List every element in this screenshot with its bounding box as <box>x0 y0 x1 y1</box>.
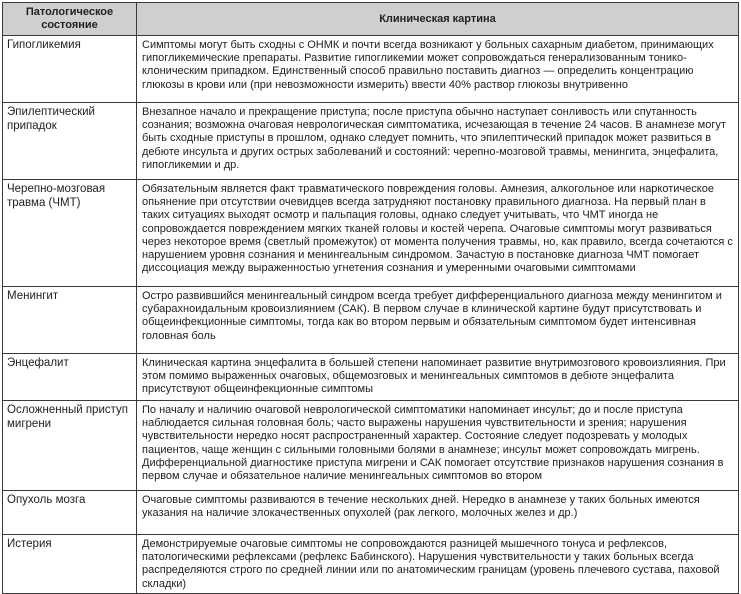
table-row <box>3 36 739 103</box>
description-cell: Обязательным является факт травматического повреждения головы. Амнезия, алкогольное или наркотическое опьянение при отсутствии очевидцев всегда затрудняют постановку правильного диагноза. На первый план в таких ситуациях выходят осмотр и пальпация головы, однако следует учитывать, что ЧМТ иногда не сопровождается повреждением мягких тканей головы и костей черепа. Очаговые симптомы могут развиваться через некоторое время (светлый промежуток) от момента получения травмы, но, как правило, всегда сочетаются с нарушением уровня сознания и менингеальным синдромом. Зачастую в постановке диагноза ЧМТ помогает диссоциация между выраженностью угнетения сознания и умеренными очаговыми симптомами <box>137 180 739 287</box>
table-row <box>3 354 739 401</box>
header-condition: Патологическое состояние <box>3 3 137 36</box>
table-row <box>3 535 739 594</box>
description-cell: Остро развившийся менингеальный синдром всегда требует дифференциального диагноза между менингитом и субарахноидальным кровоизлиянием (САК). В первом случае в клинической картине будут присутствовать и общеинфекционные симптомы, тогда как во втором первым и обязательным симптомом будет интенсивная головная боль <box>137 287 739 354</box>
description-cell: Очаговые симптомы развиваются в течение нескольких дней. Нередко в анамнезе у таких больных имеются указания на наличие злокачественных опухолей (рак легкого, молочных желез и др.) <box>137 491 739 535</box>
table-row <box>3 180 739 287</box>
table-row <box>3 287 739 354</box>
description-cell: Симптомы могут быть сходны с ОНМК и почти всегда возникают у больных сахарным диабетом, принимающих гипогликемические препараты. Развитие гипогликемии может сопровождаться генерализованным тонико-клоническим припадком. Единственный способ правильно поставить диагноз — определить концентрацию глюкозы в крови или (при невозможности измерить) ввести 40% раствор глюкозы внутривенно <box>137 36 739 103</box>
condition-cell: Истерия <box>3 535 137 594</box>
header-clinical-picture: Клиническая картина <box>137 3 739 36</box>
condition-cell: Энцефалит <box>3 354 137 401</box>
description-cell: Демонстрируемые очаговые симптомы не сопровождаются разницей мышечного тонуса и рефлексов, патологическими рефлексами (рефлекс Бабинского). Нарушения чувствительности у таких больных всегда распределяются строго по средней линии или по анатомическим границам (уровень плечевого сустава, паховой складки) <box>137 535 739 594</box>
description-cell: По началу и наличию очаговой неврологической симптоматики напоминает инсульт; до и после приступа наблюдается сильная головная боль; часто выражены нарушения чувствительности и зрения; нарушения чувствительности нередко носят распространенный характер. Состояние следует подозревать у молодых пациентов, чаще женщин с сильными головными болями в анамнезе; инсульт может сопровождать мигрень. Дифференциальной диагностике приступа мигрени и САК помогает отсутствие признаков нарушения сознания в первом случае и обязательное наличие менингеальных симптомов во втором <box>137 401 739 491</box>
condition-cell: Опухоль мозга <box>3 491 137 535</box>
condition-cell: Менингит <box>3 287 137 354</box>
table-row <box>3 491 739 535</box>
condition-cell: Эпилептический припадок <box>3 103 137 180</box>
table-row <box>3 401 739 491</box>
description-cell: Внезапное начало и прекращение приступа; после приступа обычно наступает сонливость или спутанность сознания; возможна очаговая неврологическая симптоматика, исчезающая в течение 24 часов. В анамнезе могут быть сходные приступы в прошлом, однако следует помнить, что эпилептический припадок может развиться в дебюте инсульта и других острых заболеваний и состояний: черепно-мозговой травмы, менингита, энцефалита, гипогликемии и др. <box>137 103 739 180</box>
differential-diagnosis-table <box>2 2 739 594</box>
condition-cell: Осложненный приступ мигрени <box>3 401 137 491</box>
condition-cell: Черепно-мозговая травма (ЧМТ) <box>3 180 137 287</box>
condition-cell: Гипогликемия <box>3 36 137 103</box>
description-cell: Клиническая картина энцефалита в большей степени напоминает развитие внутримозгового кровоизлияния. При этом помимо выраженных очаговых, общемозговых и менингеальных симптомов в дебюте энцефалита присутствуют общеинфекционные симптомы <box>137 354 739 401</box>
table-row <box>3 103 739 180</box>
table-header-row <box>3 3 739 36</box>
